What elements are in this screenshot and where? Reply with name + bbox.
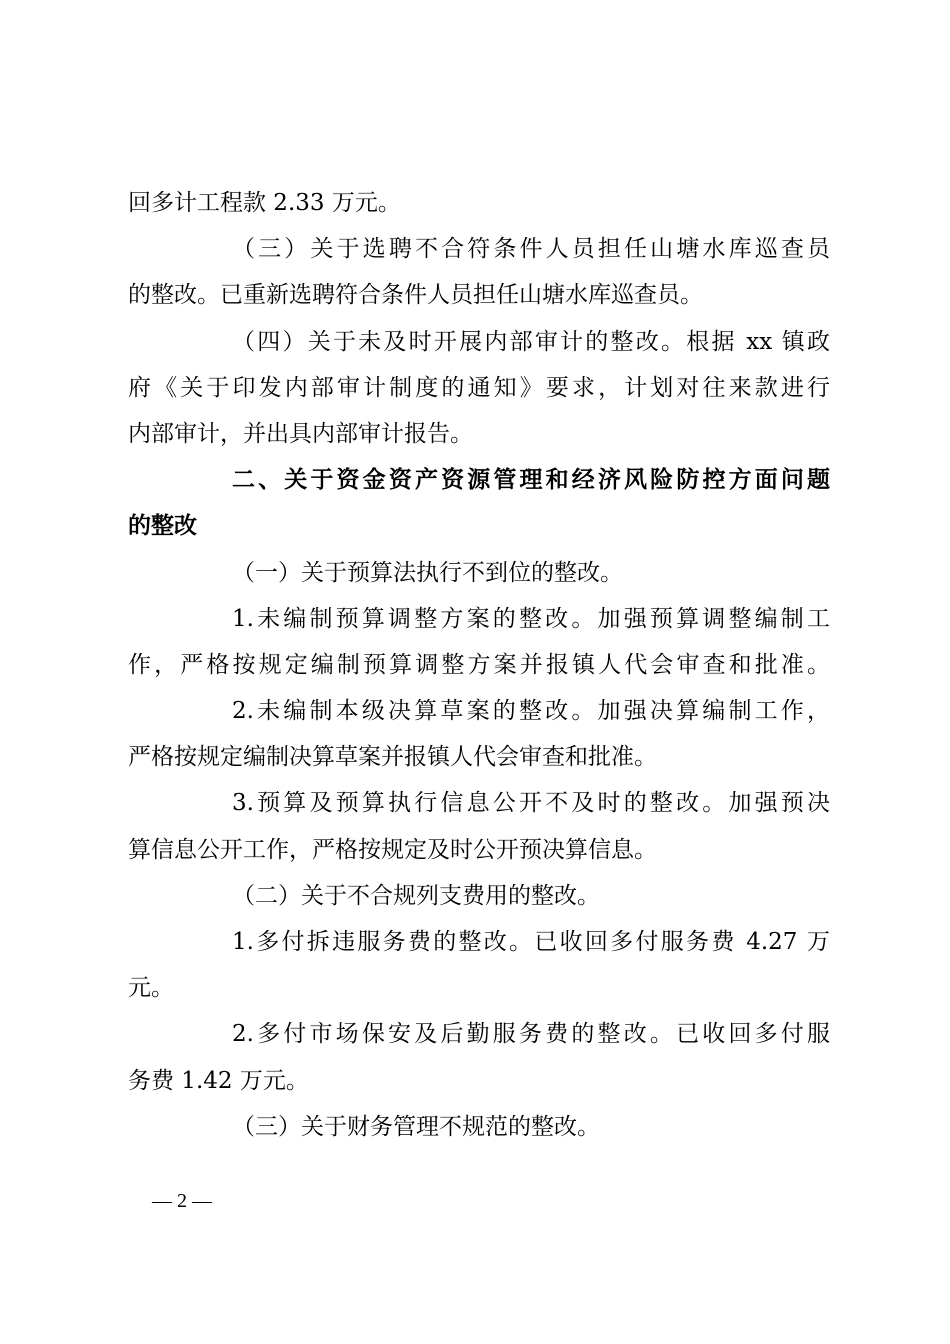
paragraph-line: 2.多付市场保安及后勤服务费的整改。已收回多付服 bbox=[232, 1021, 830, 1048]
paragraph-line: 1.未编制预算调整方案的整改。加强预算调整编制工 bbox=[232, 605, 830, 632]
paragraph-line: 回多计工程款 2.33 万元。 bbox=[128, 190, 401, 216]
paragraph-line: 1.多付拆违服务费的整改。已收回多付服务费 4.27 万 bbox=[232, 929, 830, 955]
paragraph-line: 的整改。已重新选聘符合条件人员担任山塘水库巡查员。 bbox=[128, 282, 703, 309]
paragraph-line: 元。 bbox=[128, 975, 174, 1002]
paragraph-line: （二）关于不合规列支费用的整改。 bbox=[232, 882, 600, 909]
paragraph-line: （四）关于未及时开展内部审计的整改。根据 xx 镇政 bbox=[232, 328, 830, 355]
paragraph-line: 2.未编制本级决算草案的整改。加强决算编制工作， bbox=[232, 698, 830, 725]
paragraph-line: 府《关于印发内部审计制度的通知》要求，计划对往来款进行 bbox=[128, 374, 830, 401]
paragraph-line: 3.预算及预算执行信息公开不及时的整改。加强预决 bbox=[232, 790, 830, 817]
section-heading-line: 的整改 bbox=[128, 513, 197, 540]
paragraph-line: （三）关于财务管理不规范的整改。 bbox=[232, 1113, 600, 1140]
paragraph-line: 作，严格按规定编制预算调整方案并报镇人代会审查和批准。 bbox=[128, 651, 830, 678]
page-number: — 2 — bbox=[152, 1190, 212, 1212]
paragraph-line: 务费 1.42 万元。 bbox=[128, 1067, 309, 1094]
paragraph-line: （三）关于选聘不合符条件人员担任山塘水库巡查员 bbox=[232, 236, 830, 263]
paragraph-line: （一）关于预算法执行不到位的整改。 bbox=[232, 559, 623, 586]
section-heading-line: 二、关于资金资产资源管理和经济风险防控方面问题 bbox=[232, 467, 830, 494]
paragraph-line: 严格按规定编制决算草案并报镇人代会审查和批准。 bbox=[128, 744, 657, 771]
paragraph-line: 内部审计，并出具内部审计报告。 bbox=[128, 420, 473, 447]
document-body bbox=[128, 180, 830, 1150]
paragraph-line: 算信息公开工作，严格按规定及时公开预决算信息。 bbox=[128, 836, 657, 863]
